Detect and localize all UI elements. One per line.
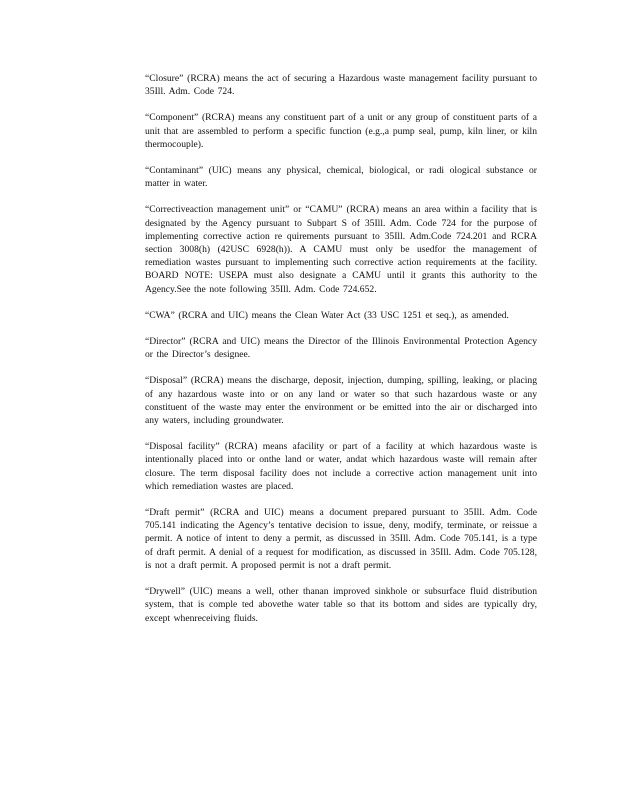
definition-cwa: “CWA” (RCRA and UIC) means the Clean Water Act (33 USC 1251 et seq.), as amended. [145, 309, 509, 321]
definition-contaminant: “Contaminant” (UIC) means any physical, chemical, biological, or radi ological substance or matter in water. [145, 165, 537, 190]
definition-director: “Director” (RCRA and UIC) means the Director of the Illinois Environmental Protection Agency or the Director’s designee. [145, 336, 537, 361]
definition-disposal-facility: “Disposal facility” (RCRA) means afacility or part of a facility at which hazardous waste is intentionally placed into or onthe land or water, andat which hazardous waste will remain after closure. The term disposal facility does not include a corrective action management unit into which remediation wastes are placed. [145, 441, 537, 492]
definitions-body [145, 72, 537, 638]
definition-draft-permit: “Draft permit” (RCRA and UIC) means a document prepared pursuant to 35Ill. Adm. Code 705.141 indicating the Agency’s tentative decision to issue, deny, modify, terminate, or reissue a permit. A notice of intent to deny a permit, as discussed in 35Ill. Adm. Code 705.141, is a type of draft permit. A denial of a request for modification, as discussed in 35Ill. Adm. Code 705.128, is not a draft permit. A proposed permit is not a draft permit. [145, 507, 537, 571]
definition-camu: “Correctiveaction management unit” or “CAMU” (RCRA) means an area within a facility that is designated by the Agency pursuant to Subpart S of 35Ill. Adm. Code 724 for the purpose of implementing corrective action re quirements pursuant to 35Ill. Adm.Code 724.201 and RCRA section 3008(h) (42USC 6928(h)). A CAMU must only be usedfor the management of remediation wastes pursuant to implementing such corrective action requirements at the facility. BOARD NOTE: USEPA must also designate a CAMU until it grants this authority to the Agency.See the note following 35Ill. Adm. Code 724.652. [145, 204, 537, 295]
definition-closure: “Closure” (RCRA) means the act of securing a Hazardous waste management facility pursuant to 35Ill. Adm. Code 724. [145, 73, 537, 98]
definition-disposal: “Disposal” (RCRA) means the discharge, deposit, injection, dumping, spilling, leaking, or placing of any hazardous waste into or on any land or water so that such hazardous waste or any constituent of the waste may enter the environment or be emitted into the air or discharged into any waters, including groundwater. [145, 375, 537, 427]
definition-component: “Component” (RCRA) means any constituent part of a unit or any group of constituent parts of a unit that are assembled to perform a specific function (e.g.,a pump seal, pump, kiln liner, or kiln thermocouple). [145, 112, 537, 150]
definition-drywell: “Drywell” (UIC) means a well, other thanan improved sinkhole or subsurface fluid distribution system, that is comple ted abovethe water table so that its bottom and sides are typically dry, except whenreceiving fluids. [145, 586, 537, 624]
